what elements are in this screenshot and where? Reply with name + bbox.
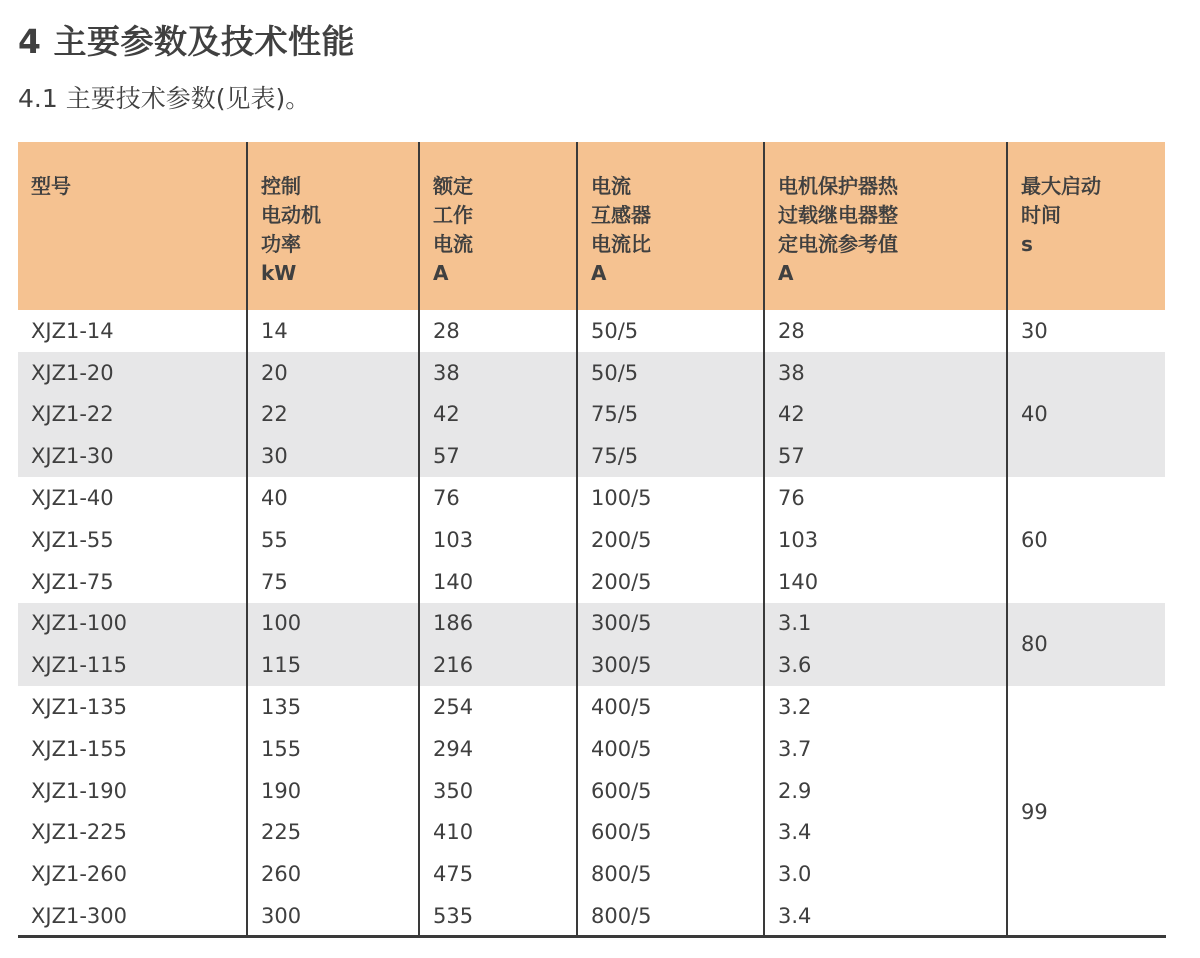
table-row	[18, 728, 1165, 770]
ratio-cell: 75/5	[577, 435, 764, 477]
header-max-start-time	[1007, 142, 1165, 310]
ratio-cell: 300/5	[577, 603, 764, 645]
power-cell: 22	[247, 394, 419, 436]
power-cell: 155	[247, 728, 419, 770]
power-cell: 100	[247, 603, 419, 645]
power-cell: 115	[247, 644, 419, 686]
model-cell: XJZ1-55	[18, 519, 247, 561]
table-row	[18, 770, 1165, 812]
table-row	[18, 686, 1165, 728]
setting-cell: 3.7	[764, 728, 1007, 770]
power-cell: 225	[247, 812, 419, 854]
table-row	[18, 853, 1165, 895]
current-cell: 535	[419, 895, 577, 937]
current-cell: 38	[419, 352, 577, 394]
table-row	[18, 603, 1165, 645]
header-line: 控制	[261, 174, 301, 198]
header-line: 电流	[433, 232, 473, 256]
current-cell: 76	[419, 477, 577, 519]
setting-cell: 42	[764, 394, 1007, 436]
header-model	[18, 142, 247, 310]
ratio-cell: 50/5	[577, 310, 764, 352]
power-cell: 75	[247, 561, 419, 603]
model-cell: XJZ1-30	[18, 435, 247, 477]
table-row	[18, 644, 1165, 686]
ratio-cell: 75/5	[577, 394, 764, 436]
header-line: 时间	[1021, 203, 1061, 227]
table-row	[18, 812, 1165, 854]
model-cell: XJZ1-135	[18, 686, 247, 728]
header-line: kW	[261, 261, 297, 285]
parameters-table	[18, 142, 1165, 937]
max-start-time-cell: 60	[1007, 477, 1165, 602]
table-row	[18, 352, 1165, 394]
header-line: 定电流参考值	[778, 232, 898, 256]
table-row	[18, 895, 1165, 937]
ratio-cell: 800/5	[577, 895, 764, 937]
current-cell: 28	[419, 310, 577, 352]
power-cell: 260	[247, 853, 419, 895]
ratio-cell: 600/5	[577, 812, 764, 854]
current-cell: 254	[419, 686, 577, 728]
max-start-time-cell: 80	[1007, 603, 1165, 687]
setting-cell: 3.1	[764, 603, 1007, 645]
header-relay-setting	[764, 142, 1007, 310]
power-cell: 40	[247, 477, 419, 519]
power-cell: 135	[247, 686, 419, 728]
current-cell: 42	[419, 394, 577, 436]
max-start-time-cell: 40	[1007, 352, 1165, 477]
header-ct-ratio	[577, 142, 764, 310]
power-cell: 300	[247, 895, 419, 937]
header-line: 电机保护器热	[778, 174, 898, 198]
ratio-cell: 200/5	[577, 561, 764, 603]
header-line: A	[433, 261, 449, 285]
header-line: 最大启动	[1021, 174, 1101, 198]
setting-cell: 3.4	[764, 812, 1007, 854]
power-cell: 30	[247, 435, 419, 477]
ratio-cell: 100/5	[577, 477, 764, 519]
model-cell: XJZ1-300	[18, 895, 247, 937]
table-row	[18, 561, 1165, 603]
model-cell: XJZ1-190	[18, 770, 247, 812]
header-line: 工作	[433, 203, 473, 227]
ratio-cell: 200/5	[577, 519, 764, 561]
ratio-cell: 300/5	[577, 644, 764, 686]
ratio-cell: 50/5	[577, 352, 764, 394]
model-cell: XJZ1-14	[18, 310, 247, 352]
header-line: 额定	[433, 174, 473, 198]
table-row	[18, 310, 1165, 352]
table-bottom-rule	[18, 935, 1166, 938]
setting-cell: 103	[764, 519, 1007, 561]
model-cell: XJZ1-20	[18, 352, 247, 394]
model-cell: XJZ1-100	[18, 603, 247, 645]
model-cell: XJZ1-22	[18, 394, 247, 436]
header-line: 电流	[591, 174, 631, 198]
header-rated-current	[419, 142, 577, 310]
current-cell: 186	[419, 603, 577, 645]
current-cell: 410	[419, 812, 577, 854]
header-line: 电动机	[261, 203, 321, 227]
section-title: 4 主要参数及技术性能	[18, 22, 355, 61]
setting-cell: 3.0	[764, 853, 1007, 895]
header-line: 互感器	[591, 203, 651, 227]
header-line: 过载继电器整	[778, 203, 898, 227]
max-start-time-cell: 99	[1007, 686, 1165, 937]
model-cell: XJZ1-260	[18, 853, 247, 895]
setting-cell: 140	[764, 561, 1007, 603]
header-line: 功率	[261, 232, 301, 256]
power-cell: 190	[247, 770, 419, 812]
ratio-cell: 400/5	[577, 686, 764, 728]
table-row	[18, 519, 1165, 561]
current-cell: 216	[419, 644, 577, 686]
current-cell: 57	[419, 435, 577, 477]
header-line: s	[1021, 232, 1033, 256]
current-cell: 475	[419, 853, 577, 895]
model-cell: XJZ1-75	[18, 561, 247, 603]
header-line: A	[778, 261, 794, 285]
header-motor-power	[247, 142, 419, 310]
table-row	[18, 394, 1165, 436]
header-line: 型号	[31, 174, 71, 198]
model-cell: XJZ1-155	[18, 728, 247, 770]
current-cell: 294	[419, 728, 577, 770]
setting-cell: 76	[764, 477, 1007, 519]
current-cell: 350	[419, 770, 577, 812]
header-line: A	[591, 261, 607, 285]
setting-cell: 3.6	[764, 644, 1007, 686]
table-row	[18, 435, 1165, 477]
ratio-cell: 600/5	[577, 770, 764, 812]
setting-cell: 2.9	[764, 770, 1007, 812]
table-row	[18, 477, 1165, 519]
setting-cell: 38	[764, 352, 1007, 394]
ratio-cell: 800/5	[577, 853, 764, 895]
section-subtitle: 4.1 主要技术参数(见表)。	[18, 84, 311, 113]
current-cell: 103	[419, 519, 577, 561]
power-cell: 20	[247, 352, 419, 394]
header-line: 电流比	[591, 232, 651, 256]
setting-cell: 57	[764, 435, 1007, 477]
setting-cell: 3.2	[764, 686, 1007, 728]
table-body	[18, 310, 1165, 937]
table-header-row	[18, 142, 1165, 310]
setting-cell: 28	[764, 310, 1007, 352]
model-cell: XJZ1-115	[18, 644, 247, 686]
setting-cell: 3.4	[764, 895, 1007, 937]
power-cell: 14	[247, 310, 419, 352]
power-cell: 55	[247, 519, 419, 561]
ratio-cell: 400/5	[577, 728, 764, 770]
current-cell: 140	[419, 561, 577, 603]
model-cell: XJZ1-40	[18, 477, 247, 519]
max-start-time-cell: 30	[1007, 310, 1165, 352]
model-cell: XJZ1-225	[18, 812, 247, 854]
